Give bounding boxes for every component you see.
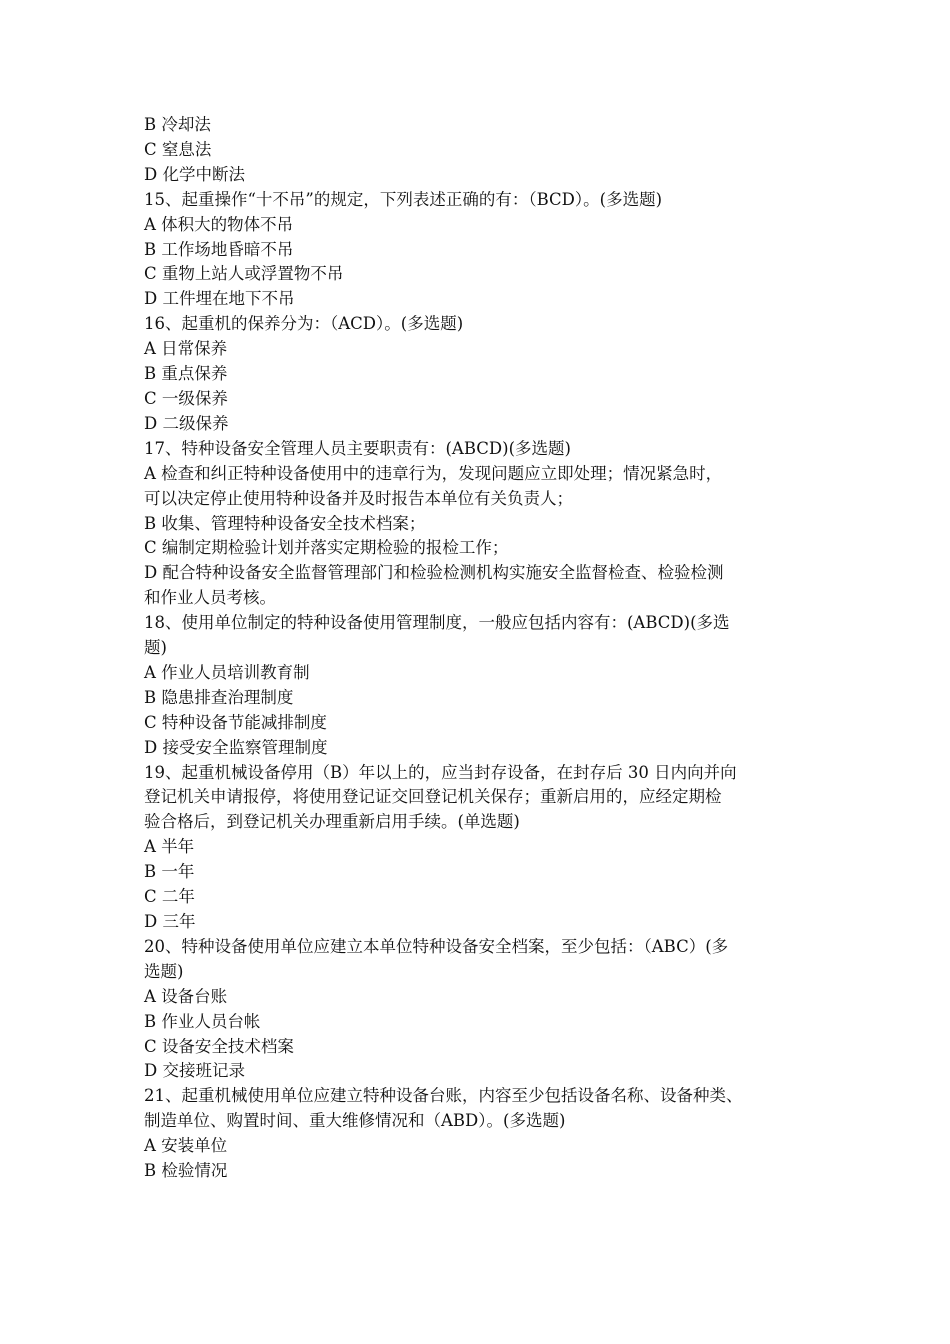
question-line: 18、使用单位制定的特种设备使用管理制度，一般应包括内容有：(ABCD)(多选 (144, 613, 730, 633)
option-line: A 半年 (144, 837, 195, 857)
option-line: D 工件埋在地下不吊 (144, 289, 295, 309)
option-line: B 一年 (144, 862, 195, 882)
option-line: B 隐患排查治理制度 (144, 687, 294, 707)
question-line: 选题) (144, 961, 184, 981)
question-line: 制造单位、购置时间、重大维修情况和（ABD）。(多选题) (144, 1111, 566, 1131)
option-line: 和作业人员考核。 (144, 588, 276, 608)
question-line: 15、起重操作“十不吊”的规定，下列表述正确的有：（BCD）。(多选题) (144, 189, 663, 209)
option-line: A 体积大的物体不吊 (144, 214, 294, 234)
option-line: D 接受安全监察管理制度 (144, 737, 328, 757)
option-line: A 作业人员培训教育制 (144, 662, 310, 682)
option-line: D 配合特种设备安全监督管理部门和检验检测机构实施安全监督检查、检验检测 (144, 563, 724, 583)
option-line: C 设备安全技术档案 (144, 1036, 294, 1056)
option-line: C 窒息法 (144, 139, 212, 159)
option-line: A 设备台账 (144, 986, 228, 1006)
question-line: 17、特种设备安全管理人员主要职责有：(ABCD)(多选题) (144, 438, 571, 458)
option-line: B 重点保养 (144, 364, 228, 384)
question-line: 验合格后，到登记机关办理重新启用手续。(单选题) (144, 812, 520, 832)
question-line: 20、特种设备使用单位应建立本单位特种设备安全档案，至少包括：（ABC）(多 (144, 936, 729, 956)
question-line: 题) (144, 638, 167, 658)
option-line: D 交接班记录 (144, 1061, 245, 1081)
document-page (144, 113, 812, 1184)
question-line: 登记机关申请报停，将使用登记证交回登记机关保存；重新启用的，应经定期检 (144, 787, 722, 807)
question-line: 16、起重机的保养分为：（ACD）。(多选题) (144, 314, 464, 334)
option-line: C 特种设备节能减排制度 (144, 712, 327, 732)
question-line: 21、起重机械使用单位应建立特种设备台账，内容至少包括设备名称、设备种类、 (144, 1086, 743, 1106)
option-line: C 编制定期检验计划并落实定期检验的报检工作； (144, 538, 509, 558)
option-line: B 收集、管理特种设备安全技术档案； (144, 513, 426, 533)
option-line: A 日常保养 (144, 339, 228, 359)
option-line: B 工作场地昏暗不吊 (144, 239, 294, 259)
option-line: C 二年 (144, 887, 195, 907)
option-line: 可以决定停止使用特种设备并及时报告本单位有关负责人； (144, 488, 573, 508)
question-line: 19、起重机械设备停用（B）年以上的，应当封存设备，在封存后 30 日内向并向 (144, 762, 737, 782)
option-line: B 冷却法 (144, 115, 211, 134)
option-line: D 三年 (144, 912, 196, 931)
option-line: D 二级保养 (144, 413, 229, 433)
option-line: A 安装单位 (144, 1136, 228, 1156)
option-line: B 作业人员台帐 (144, 1011, 261, 1031)
option-line: B 检验情况 (144, 1161, 228, 1181)
option-line: C 一级保养 (144, 388, 228, 408)
option-line: A 检查和纠正特种设备使用中的违章行为，发现问题应立即处理；情况紧急时， (144, 463, 723, 483)
option-line: D 化学中断法 (144, 164, 245, 184)
option-line: C 重物上站人或浮置物不吊 (144, 264, 344, 284)
